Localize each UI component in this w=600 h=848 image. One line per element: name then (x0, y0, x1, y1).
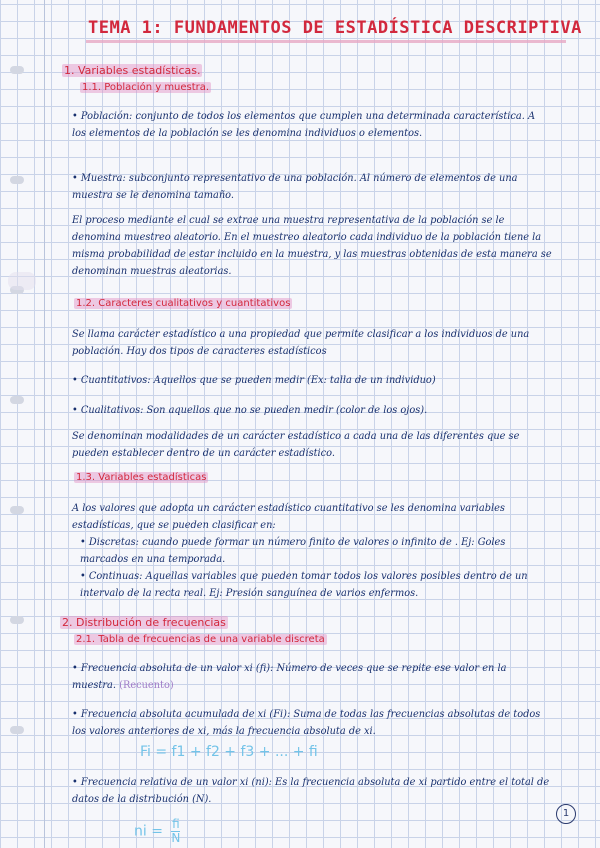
paragraph-variables: A los valores que adopta un carácter estadístico cuantitativo se les denomina variables estadísticas, que se pueden clasificar en: (72, 503, 505, 531)
heading-poblacion-muestra (80, 82, 211, 93)
formula-fraction (171, 818, 180, 845)
recuento-note: (Recuento) (119, 680, 174, 691)
heading-text: 1.3. Variables estadísticas (76, 472, 207, 483)
heading-distribucion-frecuencias (60, 616, 228, 629)
paper-stain (8, 272, 36, 290)
ring-hole (10, 506, 24, 514)
heading-text: 2.1. Tabla de frecuencias de una variable discreta (76, 634, 325, 645)
fraction-denominator: N (171, 831, 181, 845)
page-title: TEMA 1: FUNDAMENTOS DE ESTADÍSTICA DESCRIPTIVA (88, 18, 582, 38)
heading-variables (74, 472, 208, 483)
paragraph-cualitativos: • Cualitativos: Son aquellos que no se pueden medir (color de los ojos). (72, 405, 428, 416)
paragraph-muestreo: El proceso mediante el cual se extrae una muestra representativa de la población se le denomina muestreo aleatorio. En el muestreo aleatorio cada individuo de la población tiene la misma probabilidad de estar incluido en la muestra, y las muestras obtenidas de esta manera se denominan muestras aleatorias. (72, 215, 552, 277)
paragraph-frecuencia-absoluta (72, 660, 552, 694)
paragraph-frecuencia-relativa: • Frecuencia relativa de un valor xi (ni): Es la frecuencia absoluta de xi partido entre el total de datos de la distribución (N). (72, 777, 550, 805)
ring-hole (10, 616, 24, 624)
frecuencia-absoluta-text: • Frecuencia absoluta de un valor xi (fi): Número de veces que se repite ese valor en la muestra. (72, 663, 507, 691)
paragraph-cuantitativos: • Cuantitativos: Aquellos que se pueden medir (Ex: talla de un individuo) (72, 375, 436, 386)
formula-frecuencia-relativa (134, 818, 180, 845)
paragraph-modalidades: Se denominan modalidades de un carácter estadístico a cada una de las diferentes que se pueden establecer dentro de un carácter estadístico. (72, 431, 520, 459)
ring-hole (10, 66, 24, 74)
ring-holes (6, 0, 28, 848)
heading-text: 2. Distribución de frecuencias (62, 616, 226, 629)
fraction-numerator: fi (172, 817, 180, 831)
paragraph-frecuencia-acumulada: • Frecuencia absoluta acumulada de xi (Fi): Suma de todas las frecuencias absolutas de todos los valores anteriores de xi, más la frecuencia absoluta de xi. (72, 709, 541, 737)
ring-hole (10, 396, 24, 404)
title-underline (86, 40, 566, 43)
heading-text: 1.1. Población y muestra. (82, 82, 210, 93)
heading-caracteres (74, 298, 292, 309)
heading-tabla-frecuencias (74, 634, 327, 645)
ring-hole (10, 176, 24, 184)
formula-frecuencia-acumulada (140, 744, 318, 760)
paragraph-continuas: • Continuas: Aquellas variables que pueden tomar todos los valores posibles dentro de un intervalo de la recta real. Ej: Presión sanguínea de varios enfermos. (80, 571, 528, 599)
paragraph-muestra: • Muestra: subconjunto representativo de una población. Al número de elementos de una muestra se le denomina tamaño. (72, 173, 518, 201)
margin-line (44, 0, 45, 848)
formula-text: Fi = f1 + f2 + f3 + ... + fi (140, 744, 318, 760)
formula-lhs: ni = (134, 823, 163, 840)
paragraph-caracter: Se llama carácter estadístico a una propiedad que permite clasificar a los individuos de una población. Hay dos tipos de caracteres estadísticos (72, 329, 530, 357)
heading-text: 1.2. Caracteres cualitativos y cuantitativos (76, 298, 291, 309)
paragraph-discretas: • Discretas: cuando puede formar un número finito de valores o infinito de . Ej: Goles marcados en una temporada. (80, 537, 506, 565)
page-number: 1 (556, 804, 576, 824)
heading-variables-estadisticas (62, 64, 202, 77)
heading-text: 1. Variables estadísticas. (64, 64, 201, 77)
paragraph-poblacion: • Población: conjunto de todos los elementos que cumplen una determinada característica. A los elementos de la población se les denomina individuos o elementos. (72, 111, 536, 139)
ring-hole (10, 726, 24, 734)
